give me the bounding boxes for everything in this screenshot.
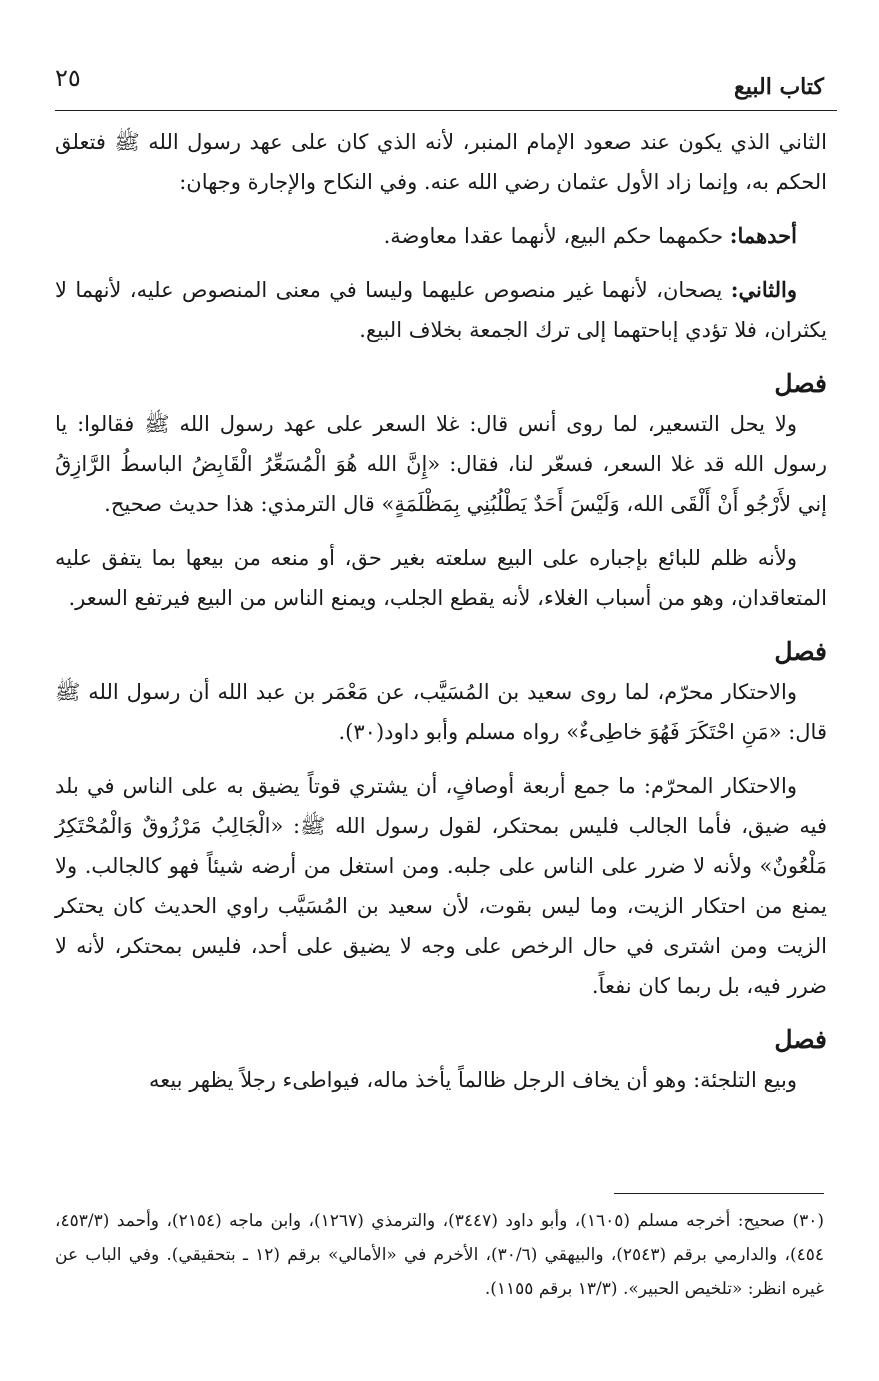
paragraph: ولا يحل التسعير، لما روى أنس قال: غلا السعر على عهد رسول الله ﷺ فقالوا: يا رسول الله قد غلا السعر، فسعّر لنا، فقال: «إِنَّ الله هُوَ الْمُسَعِّرُ الْقَابِضُ الباسطُ الرَّازِقُ إني لأَرْجُو أَنْ أَلْقَى الله، وَلَيْسَ أَحَدٌ يَطْلُبُنِي بِمَظْلَمَةٍ» قال الترمذي: هذا حديث صحيح. (55, 412, 827, 516)
running-header (55, 62, 824, 102)
paragraph-text: يصحان، لأنهما غير منصوص عليهما وليسا في معنى المنصوص عليه، لأنهما لا يكثران، فلا تؤدي إباحتهما إلى ترك الجمعة بخلاف البيع. (55, 278, 827, 342)
section-heading: فصل (774, 637, 827, 666)
paragraph-label: أحدهما: (729, 223, 797, 248)
paragraph (55, 216, 827, 256)
footnote: (٣٠) صحيح: أخرجه مسلم (١٦٠٥)، وأبو داود (٣٤٤٧)، والترمذي (١٢٦٧)، وابن ماجه (٢١٥٤)، وأحمد (٤٥٣/٣، ٤٥٤)، والدارمي برقم (٢٥٤٣)، والبيهقي (٣٠/٦)، الأخرم في «الأمالي» برقم (١٢ ـ بتحقيقي). وفي الباب عن غيره انظر: «تلخيص الحبير». (١٣/٣ برقم ١١٥٥). (55, 1211, 824, 1299)
paragraph: ولأنه ظلم للبائع بإجباره على البيع سلعته بغير حق، أو منعه من بيعها بما يتفق عليه المتعاقدان، وهو من أسباب الغلاء، لأنه يقطع الجلب، ويمنع الناس من البيع فيرتفع السعر. (55, 546, 827, 610)
footnotes (55, 1204, 824, 1306)
paragraph-label: والثاني: (730, 277, 797, 302)
section-heading: فصل (774, 1025, 827, 1054)
paragraph: وبيع التلجئة: وهو أن يخاف الرجل ظالماً يأخذ ماله، فيواطىء رجلاً يظهر بيعه (148, 1068, 797, 1092)
paragraph: الثاني الذي يكون عند صعود الإمام المنبر، لأنه الذي كان على عهد رسول الله ﷺ فتعلق الحكم به، وإنما زاد الأول عثمان رضي الله عنه. وفي النكاح والإجارة وجهان: (55, 130, 827, 194)
book-section-title: كتاب البيع (734, 74, 824, 100)
paragraph: والاحتكار محرّم، لما روى سعيد بن المُسَيَّب، عن مَعْمَر بن عبد الله أن رسول الله ﷺ قال: «مَنِ احْتَكَرَ فَهُوَ خاطِىءٌ» رواه مسلم وأبو داود(٣٠). (55, 680, 827, 744)
section-heading: فصل (774, 369, 827, 398)
paragraph: والاحتكار المحرّم: ما جمع أربعة أوصافٍ، أن يشتري قوتاً يضيق به على الناس في بلد فيه ضيق، فأما الجالب فليس بمحتكر، لقول رسول الله ﷺ: «الْجَالِبُ مَرْزُوقٌ وَالْمُحْتَكِرُ مَلْعُونٌ» ولأنه لا ضرر على الناس على جلبه. ومن استغل من أرضه شيئاً فهو كالجالب. ولا يمنع من احتكار الزيت، وما ليس بقوت، لأن سعيد بن المُسَيَّب راوي الحديث كان يحتكر الزيت ومن اشترى في حال الرخص على وجه لا يضيق على أحد، فليس بمحتكر، لأنه لا ضرر فيه، بل ربما كان نفعاً. (55, 774, 827, 998)
paragraph (55, 270, 827, 350)
page-number: ٢٥ (55, 64, 81, 92)
footnote-rule (614, 1193, 824, 1194)
paragraph-text: حكمهما حكم البيع، لأنهما عقدا معاوضة. (383, 224, 730, 248)
header-rule (55, 110, 837, 111)
main-text (55, 122, 827, 1114)
